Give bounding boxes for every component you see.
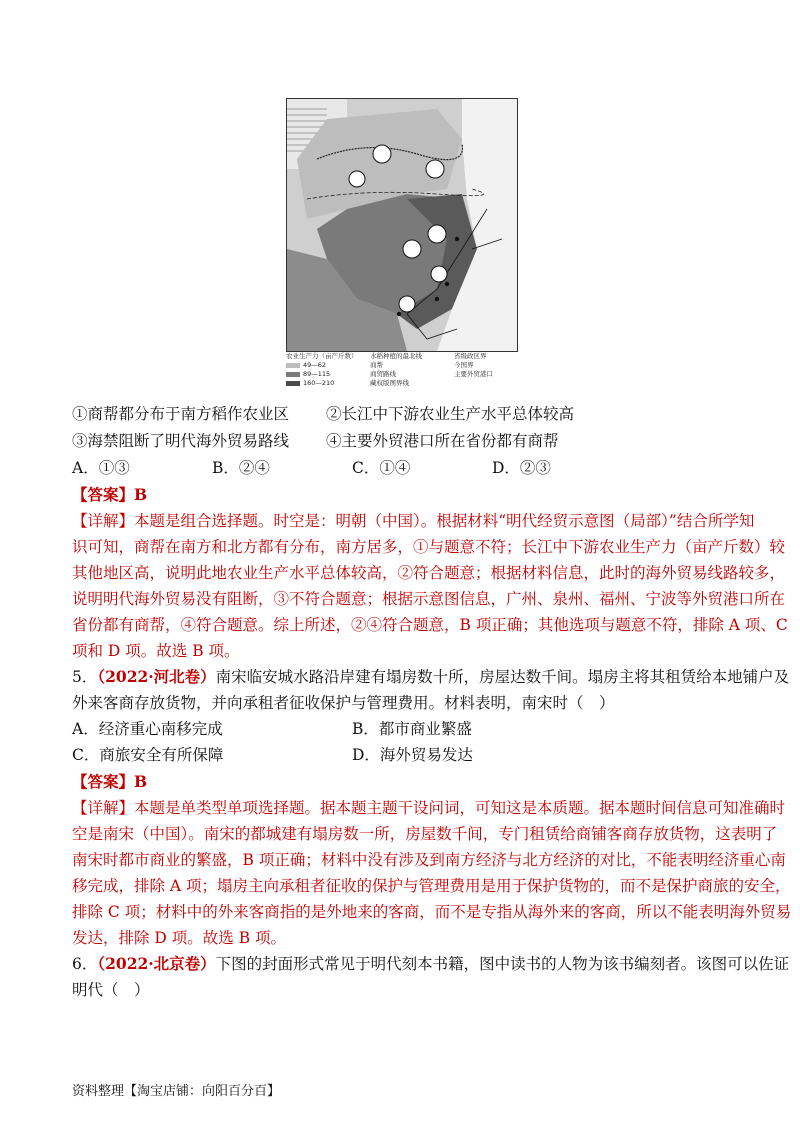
q4-choice-b: B．②④	[212, 459, 270, 477]
q5-detail-line: 【详解】本题是单类型单项选择题。据本题主题干设问词，可知这是本质题。据本题时间信息可知准确时	[72, 799, 786, 817]
legend-item-port: 主要外贸港口	[454, 370, 493, 378]
map-legend	[286, 352, 586, 392]
legend-item-rice-line: 水稻种植的最北线	[370, 352, 422, 360]
legend-item-province: 省级政区界	[454, 352, 487, 360]
q5-detail-line: 排除 C 项；材料中的外来客商指的是外地来的客商，而不是专指从海外来的客商，所以不能表明海外贸易	[72, 903, 792, 921]
q5-stem-line1: 5．（2022·河北卷）南宋临安城水路沿岸建有塌房数十所，房屋达数千间。塌房主将其租赁给本地铺户及	[72, 667, 790, 686]
q6-stem-line1: 6．（2022·北京卷）下图的封面形式常见于明代刻本书籍，图中读书的人物为该书编刻者。该图可以佐证	[72, 954, 790, 973]
q4-detail-line: 识可知，商帮在南方和北方都有分布，南方居多，①与题意不符；长江中下游农业生产力（亩产斤数）较	[72, 538, 786, 556]
legend-range-2: 89—115	[286, 370, 330, 379]
q5-detail-line: 移完成，排除 A 项；塌房主向承租者征收的保护与管理费用是用于保护货物的，而不是保护商旅的安全，	[72, 877, 791, 895]
q5-detail-line: 发达，排除 D 项。故选 B 项。	[72, 929, 287, 947]
q4-detail-line: 其他地区高，说明此地农业生产水平总体较高，②符合题意；根据材料信息，此时的海外贸易线路较多，	[72, 564, 786, 582]
map-graphic	[287, 99, 517, 351]
q5-choice-b: B．都市商业繁盛	[352, 720, 472, 738]
legend-item-guild: 商帮	[370, 361, 383, 369]
q5-detail-line: 空是南宋（中国）。南宋的都城建有塌房数一所，房屋数千间，专门租赁给商铺客商存放货物，这表明了	[72, 825, 778, 843]
page-footer: 资料整理【淘宝店铺：向阳百分百】	[72, 1084, 281, 1099]
q6-stem-line2: 明代（ ）	[72, 981, 150, 999]
guild-marker	[373, 145, 391, 163]
legend-item-trade-route: 商贸路线	[370, 370, 396, 378]
q5-choice-d: D．海外贸易发达	[352, 746, 473, 764]
q4-choice-c: C．①④	[352, 459, 411, 477]
q4-statement-1: ①商帮都分布于南方稻作农业区	[72, 405, 290, 423]
legend-range-1: 49—62	[286, 361, 326, 370]
q4-detail-line: 说明明代海外贸易没有阻断，③不符合题意；根据示意图信息，广州、泉州、福州、宁波等外贸港口所在	[72, 590, 786, 608]
q4-statement-3: ③海禁阻断了明代海外贸易路线	[72, 432, 290, 450]
q4-detail-line: 项和 D 项。故选 B 项。	[72, 642, 240, 660]
q5-answer: 【答案】B	[72, 772, 148, 791]
q5-detail-line: 南宋时都市商业的繁盛，B 项正确；材料中没有涉及到南方经济与北方经济的对比，不能表明经济重心南	[72, 851, 786, 869]
legend-title: 农业生产力（亩产斤数）	[286, 352, 358, 360]
q4-detail-line: 【详解】本题是组合选择题。时空是：明朝（中国）。根据材料“明代经贸示意图（局部）”结合所学知	[72, 512, 755, 530]
q5-choice-c: C．商旅安全有所保障	[72, 746, 224, 764]
q4-statement-4: ④主要外贸港口所在省份都有商帮	[326, 432, 559, 450]
q4-choice-a: A．①③	[72, 459, 130, 477]
q4-statement-2: ②长江中下游农业生产水平总体较高	[326, 405, 575, 423]
ming-trade-map	[286, 98, 518, 352]
q4-answer: 【答案】B	[72, 485, 148, 504]
q4-choice-d: D．②③	[492, 459, 551, 477]
legend-item-boundary: 藏权版图界线	[370, 379, 409, 387]
q4-detail-line: 省份都有商帮，④符合题意。综上所述，②④符合题意，B 项正确；其他选项与题意不符，排除 A 项、C	[72, 616, 788, 634]
q5-stem-line2: 外来客商存放货物，并向承租者征收保护与管理费用。材料表明，南宋时（ ）	[72, 694, 615, 712]
q5-choice-a: A．经济重心南移完成	[72, 720, 223, 738]
legend-range-3: 160—210	[286, 379, 334, 388]
legend-item-national: 今国界	[454, 361, 474, 369]
